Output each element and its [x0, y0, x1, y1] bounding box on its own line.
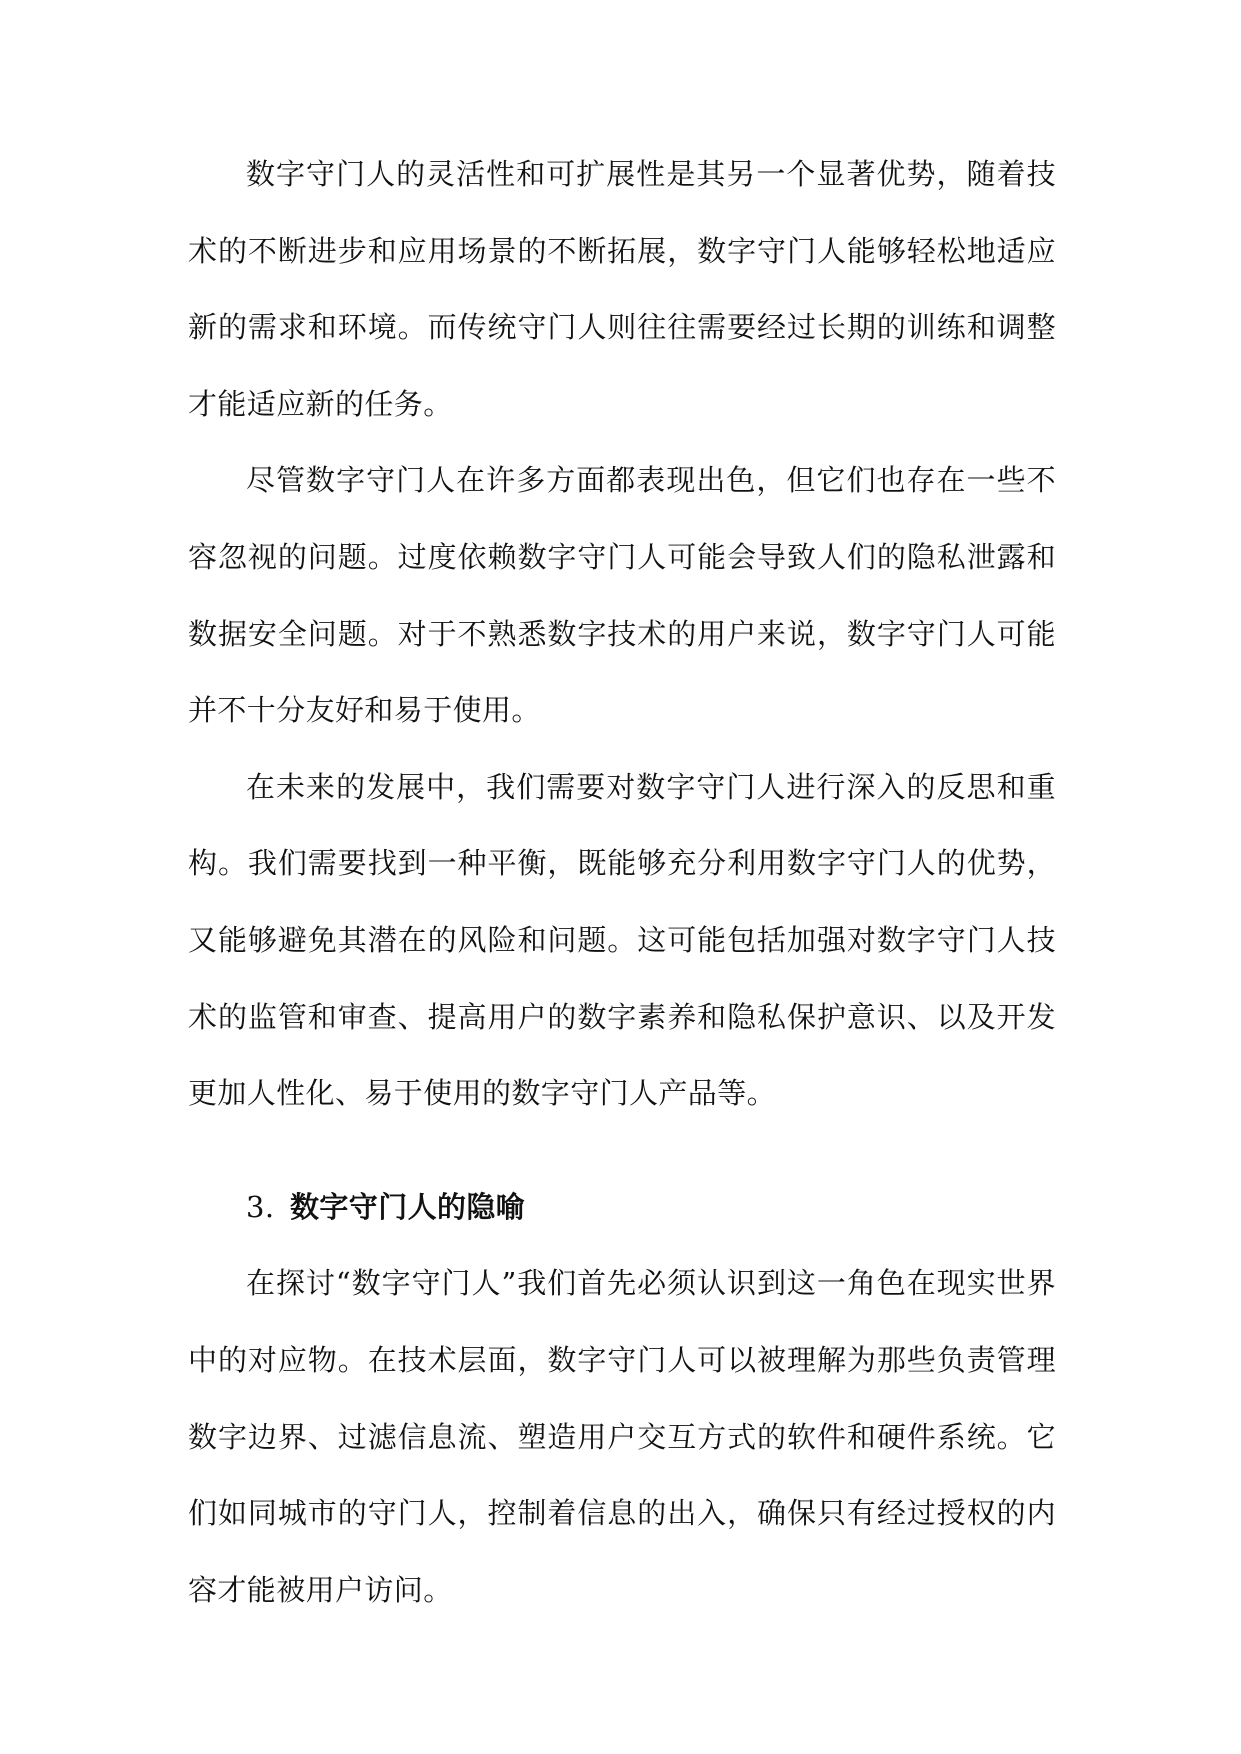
section-title: 数字守门人的隐喻 [290, 1189, 526, 1224]
paragraph-flexibility: 数字守门人的灵活性和可扩展性是其另一个显著优势，随着技术的不断进步和应用场景的不断拓展，数字守门人能够轻松地适应新的需求和环境。而传统守门人则往往需要经过长期的训练和调整才能适应新的任务。 [188, 157, 1056, 421]
paragraph-metaphor: 在探讨“数字守门人”我们首先必须认识到这一角色在现实世界中的对应物。在技术层面，数字守门人可以被理解为那些负责管理数字边界、过滤信息流、塑造用户交互方式的软件和硬件系统。它们如同城市的守门人，控制着信息的出入，确保只有经过授权的内容才能被用户访问。 [188, 1266, 1056, 1607]
paragraph-future: 在未来的发展中，我们需要对数字守门人进行深入的反思和重构。我们需要找到一种平衡，既能够充分利用数字守门人的优势，又能够避免其潜在的风险和问题。这可能包括加强对数字守门人技术的监管和审查、提高用户的数字素养和隐私保护意识、以及开发更加人性化、易于使用的数字守门人产品等。 [188, 769, 1056, 1111]
document-body [188, 136, 1056, 1628]
section-heading [188, 1169, 1056, 1246]
section-number: 3. [246, 1189, 275, 1224]
paragraph-problems: 尽管数字守门人在许多方面都表现出色，但它们也存在一些不容忽视的问题。过度依赖数字守门人可能会导致人们的隐私泄露和数据安全问题。对于不熟悉数字技术的用户来说，数字守门人可能并不十分友好和易于使用。 [188, 463, 1056, 728]
